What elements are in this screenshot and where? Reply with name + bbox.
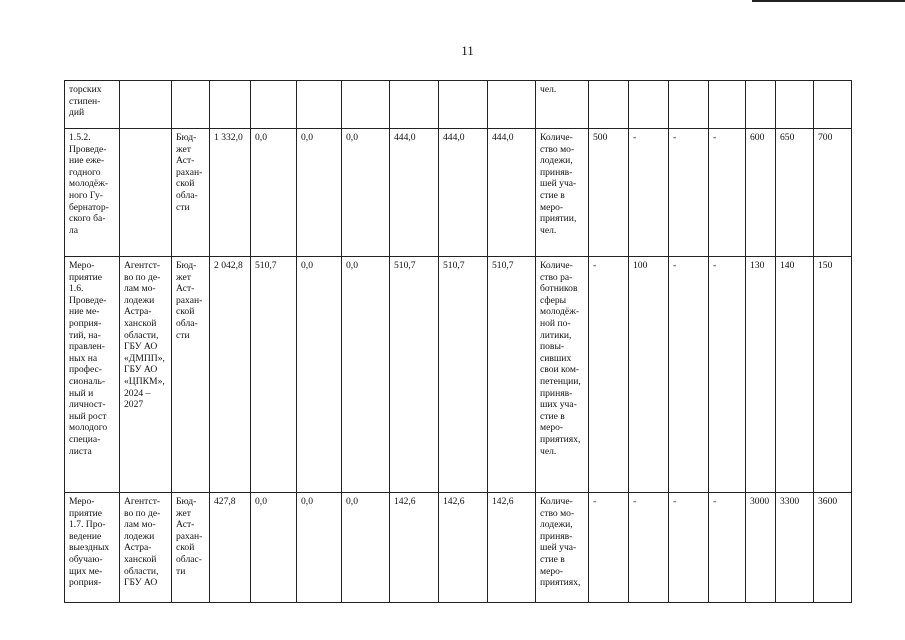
cell-executor: Агентст- во по де- лам мо- лодежи Астра- ханской области, ГБУ АО «ДМПП», ГБУ АО «ЦПКМ», 2024 – 2027 — [120, 257, 172, 493]
cell-target-1 — [629, 81, 669, 129]
cell-funding — [172, 81, 210, 129]
cell-year-6: 142,6 — [488, 493, 536, 603]
cell-year-2: 0,0 — [297, 493, 342, 603]
cell-year-6: 510,7 — [488, 257, 536, 493]
cell-funding: Бюд- жет Аст- рахан- ской обла- сти — [172, 129, 210, 257]
cell-year-4: 142,6 — [390, 493, 439, 603]
cell-target-4: 3000 — [746, 493, 776, 603]
table-row — [65, 81, 852, 129]
cell-year-1: 510,7 — [251, 257, 297, 493]
cell-year-4: 510,7 — [390, 257, 439, 493]
cell-target-2: - — [669, 257, 709, 493]
cell-target-1: - — [629, 129, 669, 257]
cell-target-6: 150 — [814, 257, 852, 493]
cell-target-2 — [669, 81, 709, 129]
program-table — [64, 80, 852, 603]
cell-total: 1 332,0 — [210, 129, 251, 257]
cell-target-6: 700 — [814, 129, 852, 257]
table-row — [65, 493, 852, 603]
cell-year-6: 444,0 — [488, 129, 536, 257]
cell-year-6 — [488, 81, 536, 129]
cell-year-4 — [390, 81, 439, 129]
cell-total: 427,8 — [210, 493, 251, 603]
cell-base — [589, 81, 629, 129]
cell-base: - — [589, 257, 629, 493]
cell-executor — [120, 129, 172, 257]
cell-target-3 — [709, 81, 746, 129]
cell-year-3 — [342, 81, 390, 129]
cell-year-5: 142,6 — [439, 493, 488, 603]
cell-year-1: 0,0 — [251, 493, 297, 603]
cell-name: Меро- приятие 1.6. Проведе- ние ме- роприя- тий, на- правлен- ных на профес- сиональ- ный и личност- ный рост молодого специа- листа — [65, 257, 120, 493]
cell-year-3: 0,0 — [342, 129, 390, 257]
cell-year-1: 0,0 — [251, 129, 297, 257]
cell-target-2: - — [669, 129, 709, 257]
cell-year-5: 444,0 — [439, 129, 488, 257]
cell-target-3: - — [709, 257, 746, 493]
table-row — [65, 257, 852, 493]
cell-base: 500 — [589, 129, 629, 257]
cell-year-2: 0,0 — [297, 257, 342, 493]
table-row — [65, 129, 852, 257]
cell-target-5 — [776, 81, 814, 129]
cell-year-3: 0,0 — [342, 493, 390, 603]
cell-target-3: - — [709, 129, 746, 257]
cell-target-3: - — [709, 493, 746, 603]
cell-target-4: 600 — [746, 129, 776, 257]
cell-name: 1.5.2. Проведе- ние еже- годного молодёж- ного Гу- бернатор- ского ба- ла — [65, 129, 120, 257]
cell-executor — [120, 81, 172, 129]
cell-indicator: Количе- ство ра- ботников сферы молодёж- ной по- литики, повы- сивших свои ком- петенции, приняв- ших уча- стие в меро- приятиях, чел. — [536, 257, 589, 493]
cell-target-6 — [814, 81, 852, 129]
cell-target-6: 3600 — [814, 493, 852, 603]
top-rule — [752, 0, 905, 2]
cell-target-1: - — [629, 493, 669, 603]
cell-year-5 — [439, 81, 488, 129]
cell-target-4: 130 — [746, 257, 776, 493]
cell-year-5: 510,7 — [439, 257, 488, 493]
cell-funding: Бюд- жет Аст- рахан- ской обла- сти — [172, 257, 210, 493]
cell-indicator: Количе- ство мо- лодежи, приняв- шей уча- стие в меро- приятиях, — [536, 493, 589, 603]
cell-target-2: - — [669, 493, 709, 603]
cell-total: 2 042,8 — [210, 257, 251, 493]
page-number: 11 — [461, 43, 474, 58]
cell-target-4 — [746, 81, 776, 129]
cell-target-5: 3300 — [776, 493, 814, 603]
cell-year-1 — [251, 81, 297, 129]
cell-base: - — [589, 493, 629, 603]
cell-name: Меро- приятие 1.7. Про- ведение выездных обучаю- щих ме- роприя- — [65, 493, 120, 603]
cell-executor: Агентст- во по де- лам мо- лодежи Астра- ханской области, ГБУ АО — [120, 493, 172, 603]
cell-year-4: 444,0 — [390, 129, 439, 257]
cell-target-1: 100 — [629, 257, 669, 493]
cell-target-5: 140 — [776, 257, 814, 493]
cell-total — [210, 81, 251, 129]
cell-target-5: 650 — [776, 129, 814, 257]
cell-year-2 — [297, 81, 342, 129]
cell-indicator: чел. — [536, 81, 589, 129]
cell-year-2: 0,0 — [297, 129, 342, 257]
cell-indicator: Количе- ство мо- лодежи, приняв- шей уча- стие в меро- приятии, чел. — [536, 129, 589, 257]
cell-name: торских стипен- дий — [65, 81, 120, 129]
cell-year-3: 0,0 — [342, 257, 390, 493]
cell-funding: Бюд- жет Аст- рахан- ской облас- ти — [172, 493, 210, 603]
